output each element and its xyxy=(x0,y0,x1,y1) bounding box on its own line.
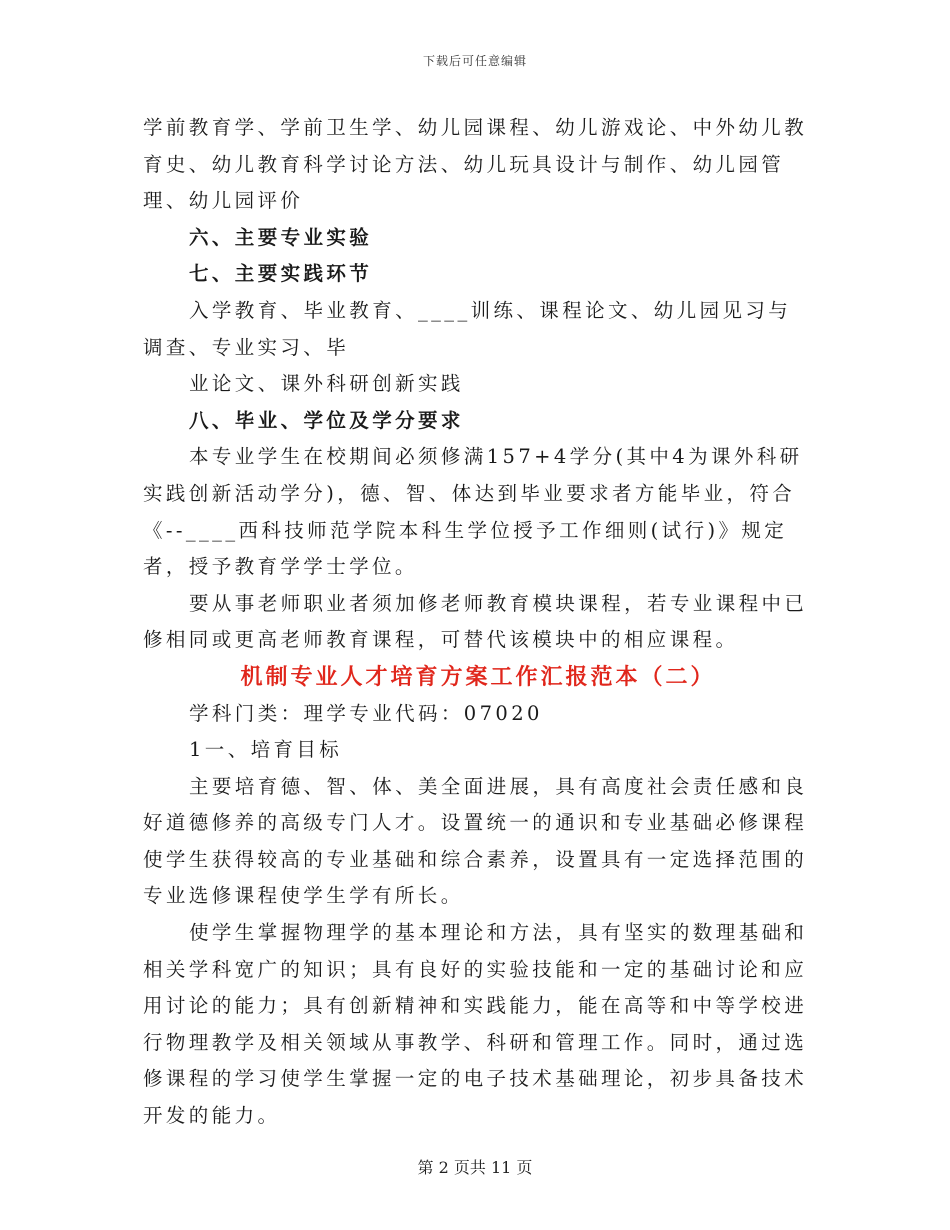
courses-paragraph: 学前教育学、学前卫生学、幼儿园课程、幼儿游戏论、中外幼儿教育史、幼儿教育科学讨论方法、幼儿玩具设计与制作、幼儿园管理、幼儿园评价 xyxy=(143,116,808,213)
page-header: 下载后可任意编辑 xyxy=(422,54,527,68)
graduation-paragraph: 本专业学生在校期间必须修满157+4学分(其中4为课外科研实践创新活动学分)，德、智、体达到毕业要求者方能毕业，符合《--____西科技师范学院本科生学位授予工作细则(试行)》规定者，授予教育学学士学位。 xyxy=(143,445,803,579)
section-7-heading: 七、主要实践环节 xyxy=(189,262,373,286)
goal-paragraph-1: 主要培育德、智、体、美全面进展，具有高度社会责任感和良好道德修养的高级专门人才。设置统一的通识和专业基础必修课程使学生获得较高的专业基础和综合素养，设置具有一定选择范围的专业选修课程使学生学有所长。 xyxy=(143,774,808,908)
subject-line: 学科门类：理学专业代码：07020 xyxy=(189,701,543,725)
goal-paragraph-2: 使学生掌握物理学的基本理论和方法，具有坚实的数理基础和相关学科宽广的知识；具有良好的实验技能和一定的基础讨论和应用讨论的能力；具有创新精神和实践能力，能在高等和中等学校进行物理教学及相关领域从事教学、科研和管理工作。同时，通过选修课程的学习使学生掌握一定的电子技术基础理论，初步具备技术开发的能力。 xyxy=(143,921,808,1128)
teacher-education-paragraph: 要从事老师职业者须加修老师教育模块课程，若专业课程中已修相同或更高老师教育课程，可替代该模块中的相应课程。 xyxy=(143,591,808,652)
page-footer: 第 2 页共 11 页 xyxy=(417,1158,533,1177)
practice-paragraph-2: 业论文、课外科研创新实践 xyxy=(189,372,464,396)
section-6-heading: 六、主要专业实验 xyxy=(189,225,373,249)
practice-paragraph-1: 入学教育、毕业教育、____训练、课程论文、幼儿园见习与调查、专业实习、毕 xyxy=(143,298,792,359)
document-title: 机制专业人才培育方案工作汇报范本（二） xyxy=(240,663,716,690)
goal-heading: 1一、培育目标 xyxy=(189,738,343,762)
section-8-heading: 八、毕业、学位及学分要求 xyxy=(189,408,464,432)
document-body xyxy=(143,110,813,1135)
